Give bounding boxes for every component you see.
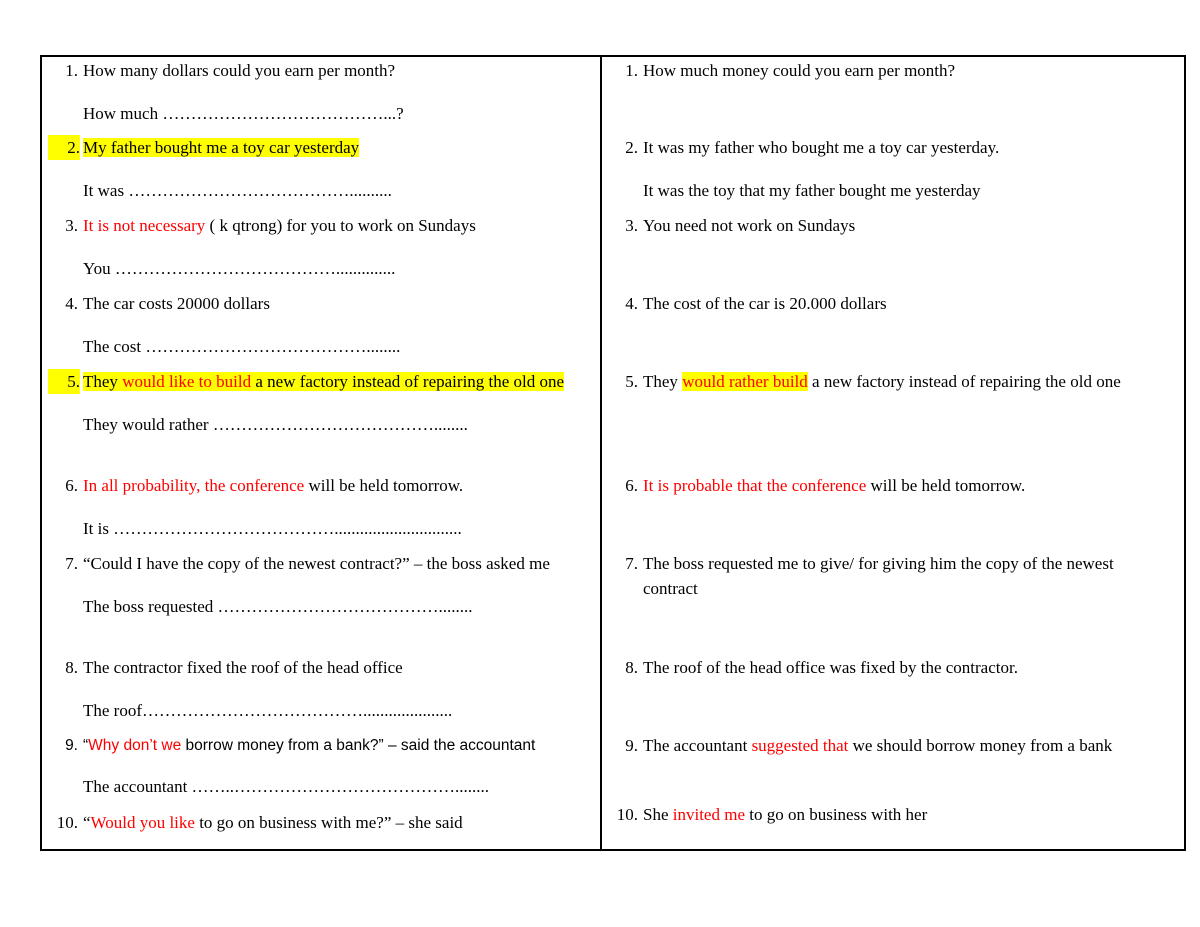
answer-sentence: It was my father who bought me a toy car yesterday. — [643, 138, 1000, 157]
item-number: 10. — [56, 813, 78, 832]
item-number: 10. — [616, 805, 638, 824]
sentence-rest: will be held tomorrow. — [304, 476, 464, 495]
sentence-rest: borrow money from a bank?” – said the accountant — [181, 737, 536, 754]
sentence-rest: a new factory instead of repairing the old one — [251, 372, 565, 391]
item-number: 5. — [625, 372, 638, 391]
right-item-10 — [608, 802, 927, 827]
left-item-1 — [48, 58, 404, 126]
sentence — [83, 213, 476, 238]
sentence-start: The accountant — [643, 736, 752, 755]
right-item-1 — [608, 58, 955, 83]
sentence-rest: ( k qtrong) for you to work on Sundays — [205, 216, 476, 235]
item-number: 6. — [65, 476, 78, 495]
item-number: 7. — [625, 554, 638, 573]
sentence — [83, 135, 392, 160]
sentence-start: She — [643, 805, 673, 824]
left-item-7 — [48, 551, 558, 619]
item-number: 7. — [65, 554, 78, 573]
right-item-7 — [608, 551, 1138, 601]
answer-sentence — [643, 733, 1188, 758]
answer-sentence — [643, 802, 927, 827]
item-number: 9. — [65, 737, 78, 754]
right-item-5 — [608, 369, 1168, 394]
left-column — [42, 57, 600, 849]
item-number: 1. — [65, 61, 78, 80]
left-item-9 — [48, 733, 535, 799]
emphasis-text: suggested that — [751, 736, 849, 755]
emphasis-text: would like to build — [122, 372, 252, 391]
answer-sentence — [643, 369, 1168, 394]
item-number: 5. — [48, 369, 80, 394]
answer-sentence: The boss requested me to give/ for giving him the copy of the newest contract — [643, 554, 1114, 598]
item-number: 8. — [65, 658, 78, 677]
sentence — [83, 369, 578, 394]
answer-sentence: The roof of the head office was fixed by the contractor. — [643, 658, 1018, 677]
exercise-table — [40, 55, 1186, 851]
sentence-rest: we should borrow money from a bank — [848, 736, 1113, 755]
item-number: 2. — [48, 135, 80, 160]
rewrite-prompt: It is ………………………………….............................. — [83, 519, 462, 538]
item-number: 3. — [65, 216, 78, 235]
item-number: 9. — [625, 736, 638, 755]
sentence-start: They — [83, 372, 123, 391]
sentence: The car costs 20000 dollars — [83, 294, 270, 313]
right-column — [602, 57, 1186, 849]
emphasis-text: Why don’t we — [88, 737, 182, 754]
answer-alternative: It was the toy that my father bought me yesterday — [643, 181, 981, 200]
item-number: 3. — [625, 216, 638, 235]
answer-sentence: How much money could you earn per month? — [643, 61, 956, 80]
emphasis-text: It is not necessary — [83, 216, 206, 235]
highlighted-text — [83, 372, 564, 391]
sentence-rest: to go on business with her — [744, 805, 928, 824]
sentence: The contractor fixed the roof of the head office — [83, 658, 403, 677]
left-item-10 — [48, 810, 463, 835]
highlighted-text: My father bought me a toy car yesterday — [83, 138, 360, 157]
right-item-3 — [608, 213, 855, 238]
right-item-6 — [608, 473, 1025, 498]
answer-sentence: The cost of the car is 20.000 dollars — [643, 294, 887, 313]
right-item-4 — [608, 291, 887, 316]
rewrite-prompt: The accountant ……..…………………………………........ — [83, 777, 490, 796]
rewrite-prompt: It was ………………………………….......... — [83, 181, 392, 200]
emphasis-text: In all probability, the conference — [83, 476, 305, 495]
right-item-9 — [608, 733, 1188, 758]
rewrite-prompt: You ………………………………….............. — [83, 259, 396, 278]
sentence-start: “ — [83, 737, 89, 754]
emphasis-text: invited me — [672, 805, 745, 824]
left-item-2 — [48, 135, 392, 203]
item-number: 6. — [625, 476, 638, 495]
rewrite-prompt: How much …………………………………...? — [83, 104, 404, 123]
sentence-start: They — [643, 372, 683, 391]
emphasis-text: Would you like — [90, 813, 195, 832]
rewrite-prompt: They would rather …………………………………........ — [83, 415, 468, 434]
sentence-rest: to go on business with me?” – she said — [194, 813, 463, 832]
rewrite-prompt: The roof…………………………………..................... — [83, 701, 453, 720]
right-item-8 — [608, 655, 1018, 680]
rewrite-prompt: The cost …………………………………........ — [83, 337, 401, 356]
left-item-4 — [48, 291, 400, 359]
sentence-rest: a new factory instead of repairing the old one — [807, 372, 1121, 391]
item-number: 1. — [625, 61, 638, 80]
left-item-3 — [48, 213, 476, 281]
emphasis-text: It is probable that the conference — [643, 476, 867, 495]
sentence-start: “ — [83, 813, 91, 832]
item-number: 8. — [625, 658, 638, 677]
sentence — [83, 733, 535, 758]
right-item-2 — [608, 135, 999, 203]
emphasis-text: would rather build — [682, 372, 808, 391]
item-number: 4. — [625, 294, 638, 313]
left-item-6 — [48, 473, 463, 541]
sentence-rest: will be held tomorrow. — [866, 476, 1026, 495]
sentence: “Could I have the copy of the newest contract?” – the boss asked me — [83, 554, 550, 573]
rewrite-prompt: The boss requested …………………………………........ — [83, 597, 473, 616]
left-item-5 — [48, 369, 578, 437]
answer-sentence: You need not work on Sundays — [643, 216, 856, 235]
sentence: How many dollars could you earn per month? — [83, 61, 396, 80]
item-number: 4. — [65, 294, 78, 313]
answer-sentence — [643, 473, 1025, 498]
sentence — [83, 810, 463, 835]
left-item-8 — [48, 655, 452, 723]
sentence — [83, 473, 463, 498]
item-number: 2. — [625, 138, 638, 157]
